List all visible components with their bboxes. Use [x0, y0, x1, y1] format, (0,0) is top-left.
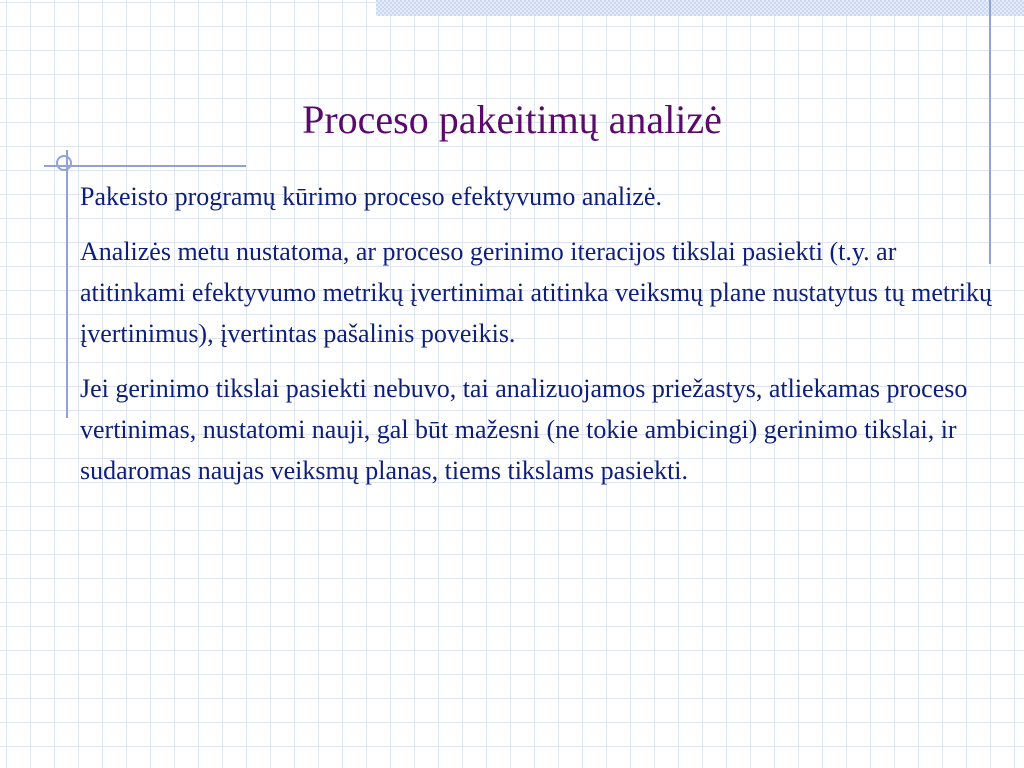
- decorative-horizontal-line: [44, 165, 246, 167]
- slide-body: [80, 176, 1000, 505]
- paragraph-3: Jei gerinimo tikslai pasiekti nebuvo, tai analizuojamos priežastys, atliekamas proceso vertinimas, nustatomi nauji, gal būt mažesni (ne tokie ambicingi) gerinimo tikslai, ir sudaromas naujas veiksmų planas, tiems tikslams pasiekti.: [80, 374, 968, 485]
- decorative-circle: [56, 155, 72, 171]
- decorative-top-bar: [376, 0, 1024, 16]
- slide-title: Proceso pakeitimų analizė: [302, 97, 722, 142]
- decorative-vertical-line-left: [66, 150, 68, 418]
- paragraph-1: Pakeisto programų kūrimo proceso efektyvumo analizė.: [80, 182, 662, 211]
- paragraph-2: Analizės metu nustatoma, ar proceso gerinimo iteracijos tikslai pasiekti (t.y. ar atitinkami efektyvumo metrikų įvertinimai atitinka veiksmų plane nustatytus tų metrikų įvertinimus), įvertintas pašalinis poveikis.: [80, 237, 992, 348]
